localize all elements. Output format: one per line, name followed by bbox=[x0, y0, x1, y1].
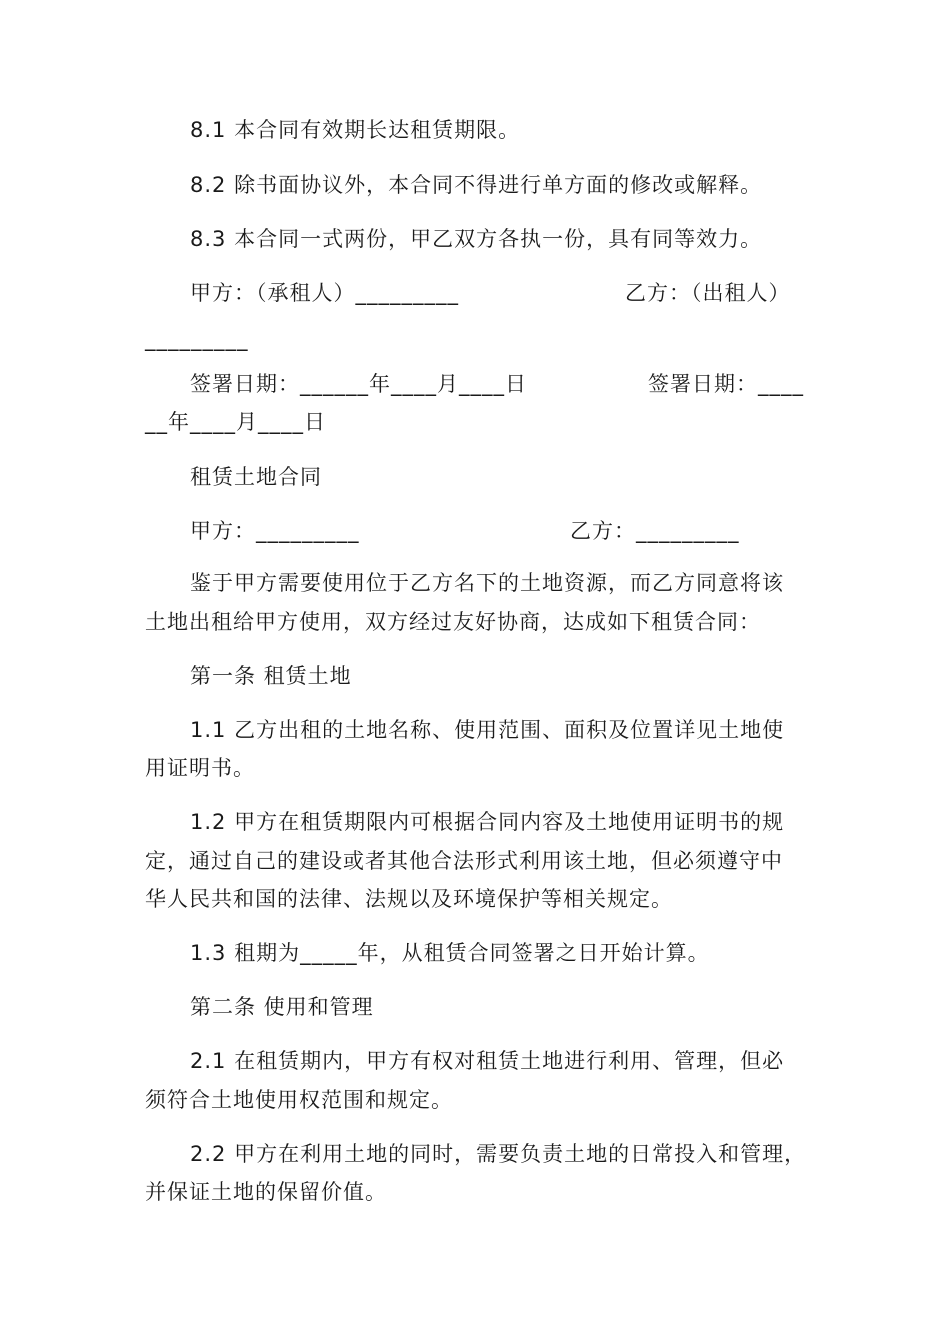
signature-party-b-blank: _________ bbox=[145, 327, 249, 351]
contract-title: 租赁土地合同 bbox=[190, 465, 322, 489]
clause-2-1-line-2: 须符合土地使用权范围和规定。 bbox=[145, 1088, 453, 1112]
signature-date-b-start: 签署日期：____ bbox=[648, 372, 804, 396]
clause-1-3: 1.3 租期为_____年，从租赁合同签署之日开始计算。 bbox=[190, 941, 710, 965]
preamble-line-1: 鉴于甲方需要使用位于乙方名下的土地资源，而乙方同意将该 bbox=[190, 571, 784, 595]
clause-1-1-line-2: 用证明书。 bbox=[145, 756, 255, 780]
clause-1-2-line-1: 1.2 甲方在租赁期限内可根据合同内容及土地使用证明书的规 bbox=[190, 810, 785, 834]
signature-date-b-end: __年____月____日 bbox=[145, 410, 326, 434]
clause-8-3: 8.3 本合同一式两份，甲乙双方各执一份，具有同等效力。 bbox=[190, 227, 763, 251]
signature-party-b: 乙方：（出租人） bbox=[625, 281, 791, 305]
preamble-line-2: 土地出租给甲方使用，双方经过友好协商，达成如下租赁合同： bbox=[145, 610, 761, 634]
clause-2-1-line-1: 2.1 在租赁期内，甲方有权对租赁土地进行利用、管理，但必 bbox=[190, 1049, 785, 1073]
clause-1-2-line-2: 定，通过自己的建设或者其他合法形式利用该土地，但必须遵守中 bbox=[145, 849, 783, 873]
clause-8-2: 8.2 除书面协议外，本合同不得进行单方面的修改或解释。 bbox=[190, 173, 763, 197]
signature-party-a: 甲方：（承租人）_________ bbox=[190, 281, 459, 305]
clause-2-2-line-2: 并保证土地的保留价值。 bbox=[145, 1180, 387, 1204]
party-a-field: 甲方：_________ bbox=[190, 519, 360, 543]
article-2-heading: 第二条 使用和管理 bbox=[190, 995, 374, 1019]
clause-2-2-line-1: 2.2 甲方在利用土地的同时，需要负责土地的日常投入和管理， bbox=[190, 1142, 807, 1166]
signature-date-a: 签署日期：______年____月____日 bbox=[190, 372, 527, 396]
clause-8-1: 8.1 本合同有效期长达租赁期限。 bbox=[190, 118, 521, 142]
clause-1-1-line-1: 1.1 乙方出租的土地名称、使用范围、面积及位置详见土地使 bbox=[190, 718, 785, 742]
article-1-heading: 第一条 租赁土地 bbox=[190, 664, 352, 688]
party-b-field: 乙方：_________ bbox=[570, 519, 740, 543]
clause-1-2-line-3: 华人民共和国的法律、法规以及环境保护等相关规定。 bbox=[145, 887, 673, 911]
